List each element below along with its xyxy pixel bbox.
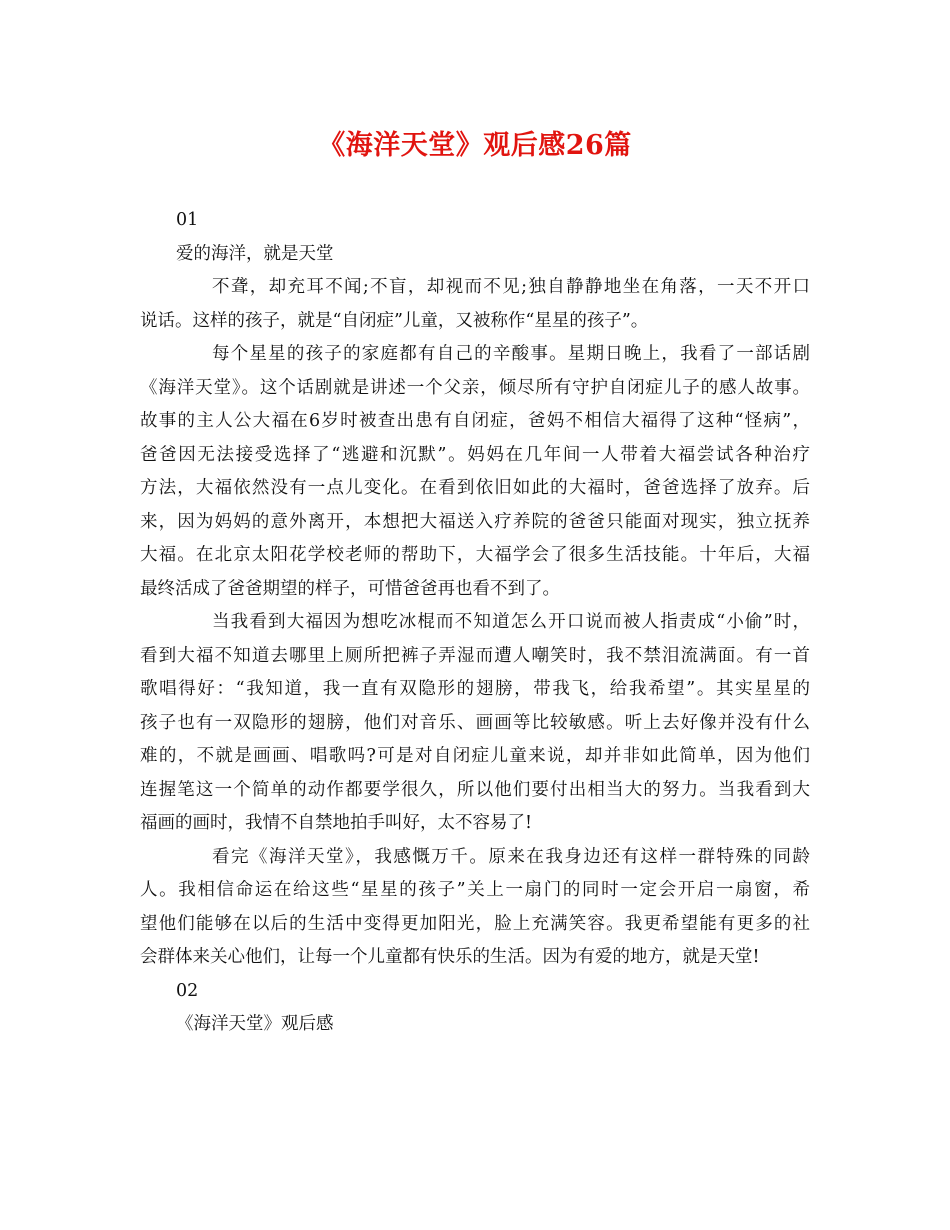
body-line: 难的，不就是画画、唱歌吗?可是对自闭症儿童来说，却并非如此简单，因为他们 [140, 746, 810, 766]
document-title: 《海洋天堂》观后感26篇 [318, 130, 632, 161]
body-line: 望他们能够在以后的生活中变得更加阳光，脸上充满笑容。我更希望能有更多的社 [140, 913, 810, 934]
document-body [140, 204, 810, 1042]
body-line: 当我看到大福因为想吃冰棍而不知道怎么开口说而被人指责成“小偷”时， [212, 612, 810, 632]
section-number: 01 [176, 210, 199, 230]
body-line: 福画的画时，我情不自禁地拍手叫好，太不容易了! [140, 813, 533, 833]
body-line: 人。我相信命运在给这些“星星的孩子”关上一扇门的同时一定会开启一扇窗，希 [140, 880, 810, 900]
body-line: 孩子也有一双隐形的翅膀，他们对音乐、画画等比较敏感。听上去好像并没有什么 [140, 712, 810, 733]
body-line: 会群体来关心他们，让每一个儿童都有快乐的生活。因为有爱的地方，就是天堂! [140, 947, 760, 967]
section-heading: 《海洋天堂》观后感 [176, 1014, 334, 1034]
body-line: 《海洋天堂》。这个话剧就是讲述一个父亲，倾尽所有守护自闭症儿子的感人故事。 [140, 377, 810, 398]
body-line: 说话。这样的孩子，就是“自闭症”儿童，又被称作“星星的孩子”。 [140, 310, 649, 331]
body-line: 不聋，却充耳不闻;不盲，却视而不见;独自静静地坐在角落，一天不开口 [212, 277, 810, 297]
body-line: 大福。在北京太阳花学校老师的帮助下，大福学会了很多生活技能。十年后，大福 [140, 545, 810, 565]
section-number: 02 [176, 980, 199, 1001]
body-line: 每个星星的孩子的家庭都有自己的辛酸事。星期日晚上，我看了一部话剧 [212, 344, 810, 364]
body-line: 看到大福不知道去哪里上厕所把裤子弄湿而遭人嘲笑时，我不禁泪流满面。有一首 [140, 645, 810, 666]
body-line: 故事的主人公大福在6岁时被查出患有自闭症，爸妈不相信大福得了这种“怪病”， [140, 411, 810, 431]
body-line: 来，因为妈妈的意外离开，本想把大福送入疗养院的爸爸只能面对现实，独立抚养 [140, 511, 810, 532]
body-line: 歌唱得好：“我知道，我一直有双隐形的翅膀，带我飞，给我希望”。其实星星的 [140, 679, 810, 699]
body-line: 方法，大福依然没有一点儿变化。在看到依旧如此的大福时，爸爸选择了放弃。后 [140, 478, 810, 498]
body-line: 最终活成了爸爸期望的样子，可惜爸爸再也看不到了。 [140, 578, 560, 599]
body-line: 看完《海洋天堂》，我感慨万千。原来在我身边还有这样一群特殊的同龄 [212, 846, 810, 867]
body-line: 连握笔这一个简单的动作都要学很久，所以他们要付出相当大的努力。当我看到大 [140, 779, 810, 800]
body-line: 爸爸因无法接受选择了“逃避和沉默”。妈妈在几年间一人带着大福尝试各种治疗 [140, 444, 810, 465]
section-heading: 爱的海洋，就是天堂 [176, 243, 334, 264]
